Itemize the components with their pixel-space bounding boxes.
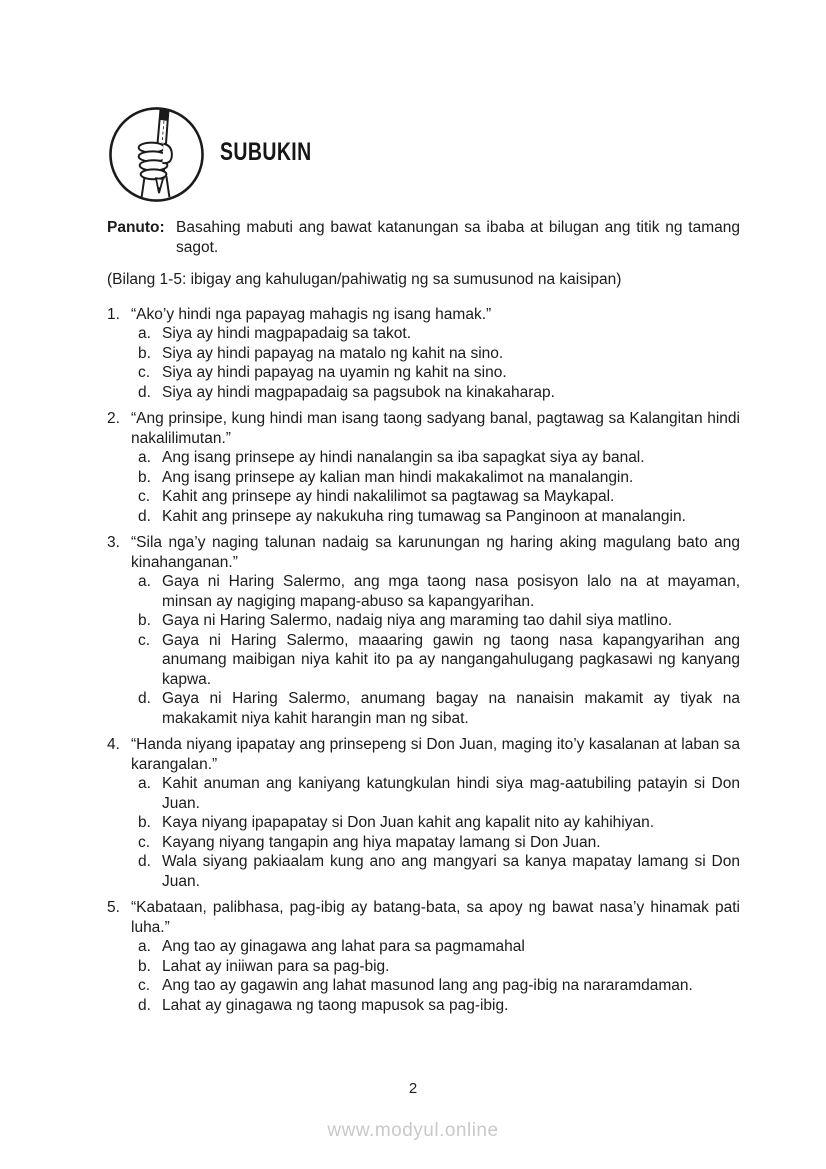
option-letter: c. (138, 631, 151, 649)
question-item (107, 305, 740, 403)
option-text: Ang isang prinsepe ay kalian man hindi makakalimot na manalangin. (162, 468, 634, 486)
option-letter: c. (138, 833, 151, 851)
option-letter: b. (138, 957, 151, 975)
option-letter: d. (138, 507, 151, 525)
option-item (138, 448, 740, 468)
option-text: Lahat ay ginagawa ng taong mapusok sa pag-ibig. (162, 996, 509, 1014)
section-header (107, 105, 740, 204)
option-text: Gaya ni Haring Salermo, maaaring gawin ng taong nasa kapangyarihan ang anumang maibigan niya kahit ito pa ay nangangahulugang pagkasawi ng kanyang kapwa. (162, 631, 740, 688)
option-text: Kahit anuman ang kaniyang katungkulan hindi siya mag-aatubiling patayin si Don Juan. (162, 775, 740, 812)
option-item (138, 957, 740, 977)
watermark: www.modyul.online (327, 1120, 499, 1141)
option-text: Gaya ni Haring Salermo, ang mga taong nasa posisyon lalo na at mayaman, minsan ay nagiging mapang-abuso sa kapangyarihan. (162, 573, 740, 610)
option-item (138, 813, 740, 833)
option-item (138, 468, 740, 488)
option-text: Gaya ni Haring Salermo, nadaig niya ang maraming tao dahil siya matlino. (162, 612, 673, 629)
options-list (107, 774, 740, 891)
instructions-text: Basahing mabuti ang bawat katanungan sa ibaba at bilugan ang titik ng tamang sagot. (176, 219, 740, 256)
option-letter: a. (138, 775, 151, 792)
page-number: 2 (408, 1080, 418, 1097)
option-letter: d. (138, 383, 151, 401)
option-text: Kahit ang prinsepe ay nakukuha ring tumawag sa Panginoon at manalangin. (162, 507, 686, 525)
option-text: Siya ay hindi magpapadaig sa pagsubok na kinakaharap. (162, 383, 555, 401)
question-text: “Sila nga’y naging talunan nadaig sa karunungan ng haring aking magulang bato ang kinahanganan.” (131, 534, 740, 571)
option-text: Ang isang prinsepe ay hindi nanalangin sa iba sapagkat siya ay banal. (162, 449, 645, 466)
question-number: 5. (107, 899, 120, 916)
question-item (107, 735, 740, 891)
option-letter: b. (138, 612, 151, 629)
option-letter: a. (138, 449, 151, 466)
question-item (107, 898, 740, 1015)
option-text: Siya ay hindi papayag na matalo ng kahit na sino. (162, 344, 504, 362)
instructions (107, 218, 740, 257)
options-list (107, 448, 740, 526)
section-note: (Bilang 1-5: ibigay ang kahulugan/pahiwatig ng sa sumusunod na kaisipan) (107, 271, 622, 288)
option-item (138, 572, 740, 611)
option-item (138, 507, 740, 527)
question-text: “Handa niyang ipapatay ang prinsepeng si Don Juan, maging ito’y kasalanan at laban sa karangalan.” (131, 736, 740, 773)
option-item (138, 689, 740, 728)
option-letter: c. (138, 488, 151, 505)
option-item (138, 487, 740, 507)
section-title: SUBUKIN (220, 138, 312, 166)
option-text: Kaya niyang ipapapatay si Don Juan kahit ang kapalit nito ay kahihiyan. (162, 814, 655, 831)
option-letter: a. (138, 325, 151, 342)
option-item (138, 324, 740, 344)
option-item (138, 363, 740, 383)
question-number: 4. (107, 736, 120, 753)
question-text: “Kabataan, palibhasa, pag-ibig ay batang-bata, sa apoy ng bawat nasa’y hinamak pati luha.” (131, 899, 740, 936)
option-item (138, 774, 740, 813)
question-number: 3. (107, 534, 120, 551)
question-number: 2. (107, 410, 120, 427)
options-list (107, 572, 740, 728)
option-item (138, 631, 740, 690)
option-text: Siya ay hindi magpapadaig sa takot. (162, 325, 412, 342)
option-item (138, 976, 740, 996)
option-text: Kahit ang prinsepe ay hindi nakalilimot sa pagtawag sa Maykapal. (162, 488, 615, 505)
option-letter: a. (138, 938, 151, 955)
option-item (138, 937, 740, 957)
question-item (107, 409, 740, 526)
option-text: Kayang niyang tangapin ang hiya mapatay lamang si Don Juan. (162, 833, 601, 851)
question-item (107, 533, 740, 728)
option-letter: a. (138, 573, 151, 590)
question-text: “Ang prinsipe, kung hindi man isang taong sadyang banal, pagtawag sa Kalangitan hindi nakalilimutan.” (131, 410, 740, 447)
option-text: Ang tao ay gagawin ang lahat masunod lang ang pag-ibig na nararamdaman. (162, 977, 693, 994)
option-item (138, 852, 740, 891)
option-text: Gaya ni Haring Salermo, anumang bagay na nanaisin makamit ay tiyak na makakamit niya kahit harangin man ng sibat. (162, 690, 740, 727)
option-letter: d. (138, 690, 151, 707)
question-text: “Ako’y hindi nga papayag mahagis ng isang hamak.” (131, 305, 492, 323)
option-text: Siya ay hindi papayag na uyamin ng kahit na sino. (162, 364, 507, 381)
option-letter: b. (138, 344, 151, 362)
option-item (138, 611, 740, 631)
option-letter: d. (138, 996, 151, 1014)
option-letter: c. (138, 364, 151, 381)
pencil-in-hand-icon (107, 105, 206, 204)
option-item (138, 344, 740, 364)
question-number: 1. (107, 305, 120, 323)
option-text: Wala siyang pakiaalam kung ano ang mangyari sa kanya mapatay lamang si Don Juan. (162, 853, 740, 890)
option-item (138, 996, 740, 1016)
option-letter: d. (138, 853, 151, 870)
option-item (138, 833, 740, 853)
option-letter: c. (138, 977, 151, 994)
option-item (138, 383, 740, 403)
options-list (107, 324, 740, 402)
questions-list (107, 305, 740, 1016)
option-text: Lahat ay iniiwan para sa pag-big. (162, 957, 390, 975)
option-letter: b. (138, 814, 151, 831)
instructions-label: Panuto: (107, 219, 165, 236)
options-list (107, 937, 740, 1015)
option-text: Ang tao ay ginagawa ang lahat para sa pagmamahal (162, 938, 525, 955)
option-letter: b. (138, 468, 151, 486)
